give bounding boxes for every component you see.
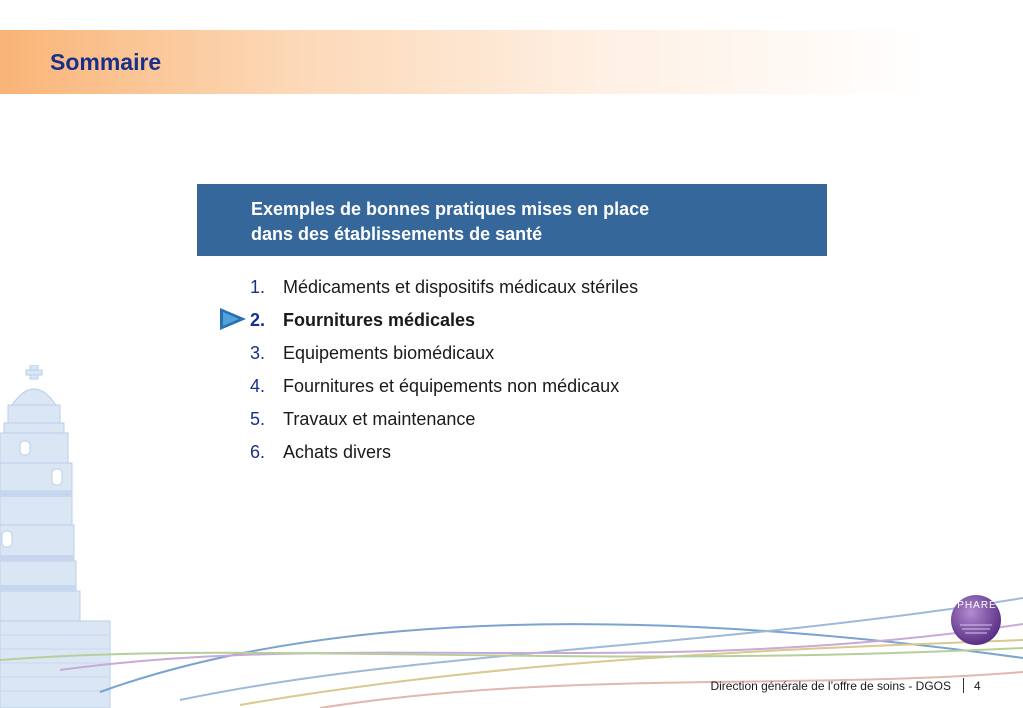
section-header-text bbox=[251, 197, 811, 247]
section-header-line1: Exemples de bonnes pratiques mises en place bbox=[251, 199, 650, 219]
phare-logo-text: PHARE bbox=[957, 600, 997, 611]
toc-item[interactable] bbox=[250, 406, 810, 439]
toc-item[interactable] bbox=[250, 340, 810, 373]
toc-item-number: 3. bbox=[250, 343, 266, 363]
toc-item-label: Médicaments et dispositifs médicaux stériles bbox=[283, 277, 639, 297]
toc-item-label: Travaux et maintenance bbox=[283, 409, 476, 429]
toc-item-number: 5. bbox=[250, 409, 266, 429]
toc-item-label: Fournitures médicales bbox=[283, 310, 476, 330]
toc-item[interactable] bbox=[250, 274, 810, 307]
toc-item[interactable] bbox=[250, 373, 810, 406]
section-header-box bbox=[197, 184, 827, 256]
toc-item-number: 2. bbox=[250, 310, 266, 330]
section-header-line2: dans des établissements de santé bbox=[251, 224, 543, 244]
toc-item-label: Achats divers bbox=[283, 442, 392, 462]
footer-separator bbox=[963, 678, 964, 693]
toc-item-number: 6. bbox=[250, 442, 266, 462]
toc-item-number: 4. bbox=[250, 376, 266, 396]
toc-item-number: 1. bbox=[250, 277, 266, 297]
toc-item-label: Fournitures et équipements non médicaux bbox=[283, 376, 620, 396]
toc-item-active[interactable] bbox=[250, 307, 810, 340]
slide-title: Sommaire bbox=[50, 49, 162, 75]
toc-item[interactable] bbox=[250, 439, 810, 472]
active-item-arrow-icon bbox=[220, 306, 248, 332]
table-of-contents bbox=[250, 274, 810, 472]
footer-organization: Direction générale de l’offre de soins - DGOS bbox=[710, 679, 951, 693]
toc-item-label: Equipements biomédicaux bbox=[283, 343, 495, 363]
page-number: 4 bbox=[974, 679, 981, 693]
